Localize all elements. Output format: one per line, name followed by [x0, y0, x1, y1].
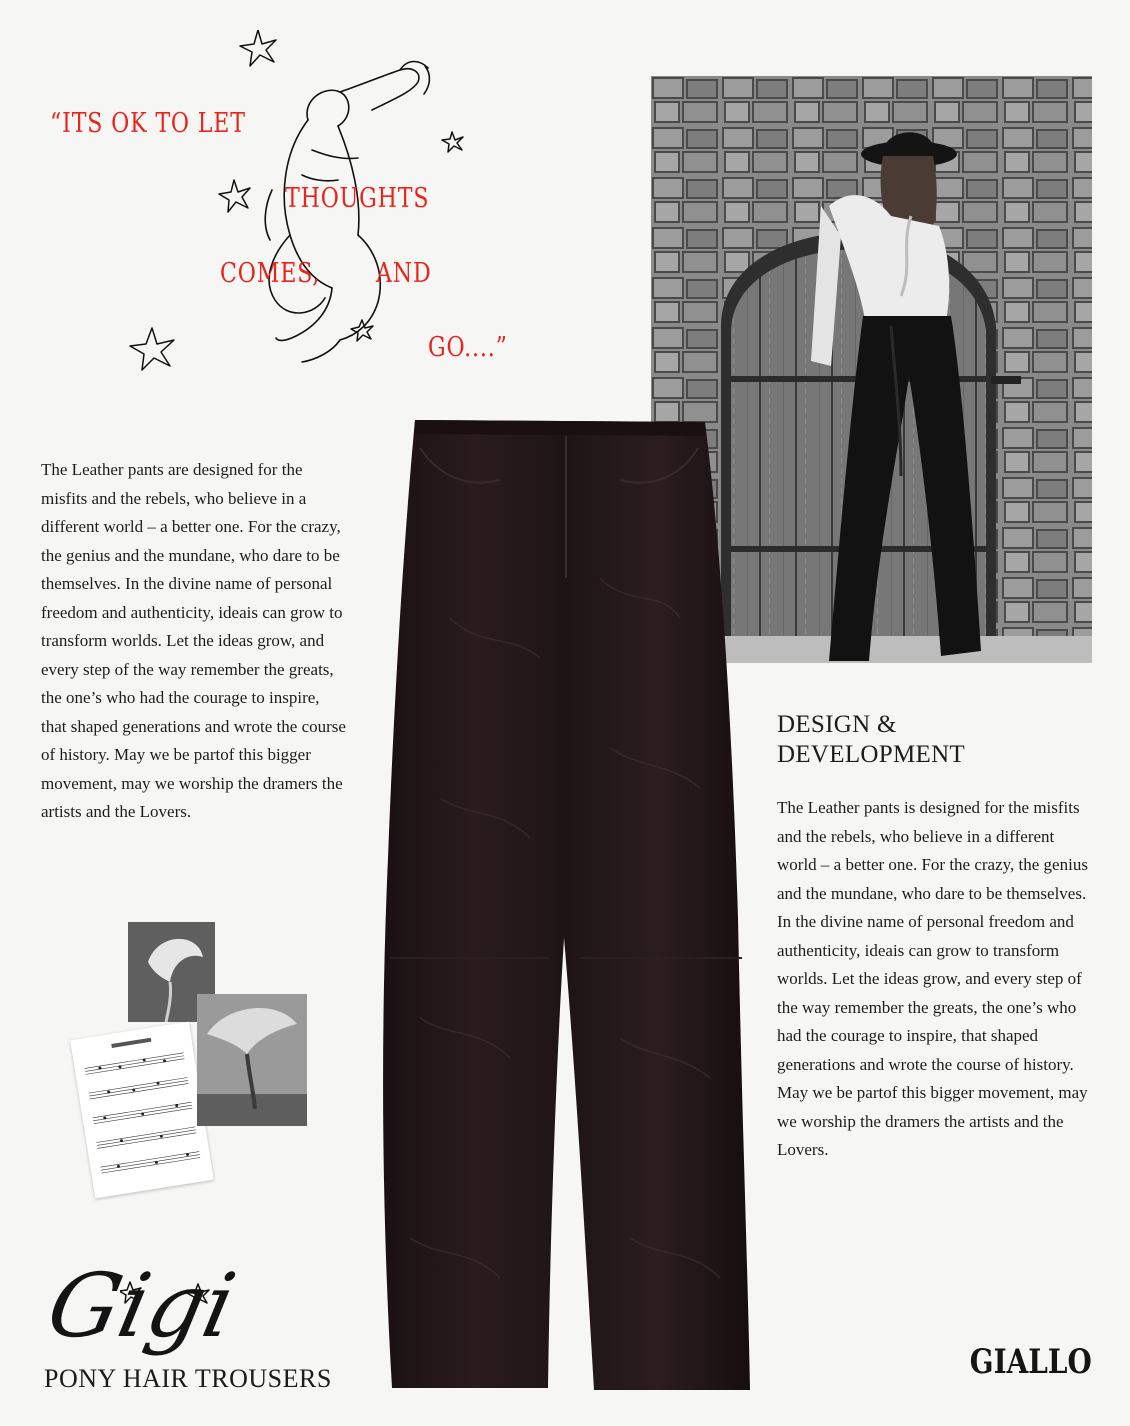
quote-block	[40, 30, 560, 390]
quote-line-1: “ITS OK TO LET	[50, 108, 246, 139]
product-subtitle: PONY HAIR TROUSERS	[44, 1364, 332, 1393]
sheet-music-photo	[70, 1022, 214, 1199]
section-heading-line-1: DESIGN &	[777, 711, 897, 738]
star-icon	[120, 1280, 210, 1320]
section-paragraph: The Leather pants is designed for the misfits and the rebels, who believe in a different world – a better one. For the crazy, the genius and the mundane, who dare to be themselves. In the divine name of personal freedom and authenticity, ideais can grow to transform worlds. Let the ideas grow, and every step of the way remember the greats, the one’s who had the courage to inspire, that shaped generations and wrote the course of history. May we be partof this bigger movement, may we worship the dramers the artists and the Lovers.	[777, 798, 1088, 1159]
product-trousers-image	[380, 418, 770, 1393]
moodboard-collage	[70, 918, 315, 1203]
section-heading	[777, 710, 1097, 770]
quote-line-3b: AND	[376, 258, 432, 289]
intro-paragraph: The Leather pants are designed for the misfits and the rebels, who believe in a different world – a better one. For the crazy, the genius and the mundane, who dare to be themselves. In the divine name of personal freedom and authenticity, ideais can grow to transform worlds. Let the ideas grow, and every step of the way remember the greats, the one’s who had the courage to inspire, that shaped generations and wrote the course of history. May we be partof this bigger movement, may we worship the dramers the artists and the Lovers.	[41, 460, 346, 821]
product-name: Gigi	[39, 1254, 244, 1357]
quote-line-3a: COMES,	[220, 258, 321, 289]
dancer-photo	[197, 994, 307, 1126]
quote-line-2: THOUGHTS	[285, 183, 430, 214]
brand-logo: GIALLO	[970, 1342, 1092, 1382]
section-heading-line-2: DEVELOPMENT	[777, 741, 966, 768]
quote-line-4: GO....”	[428, 332, 508, 363]
